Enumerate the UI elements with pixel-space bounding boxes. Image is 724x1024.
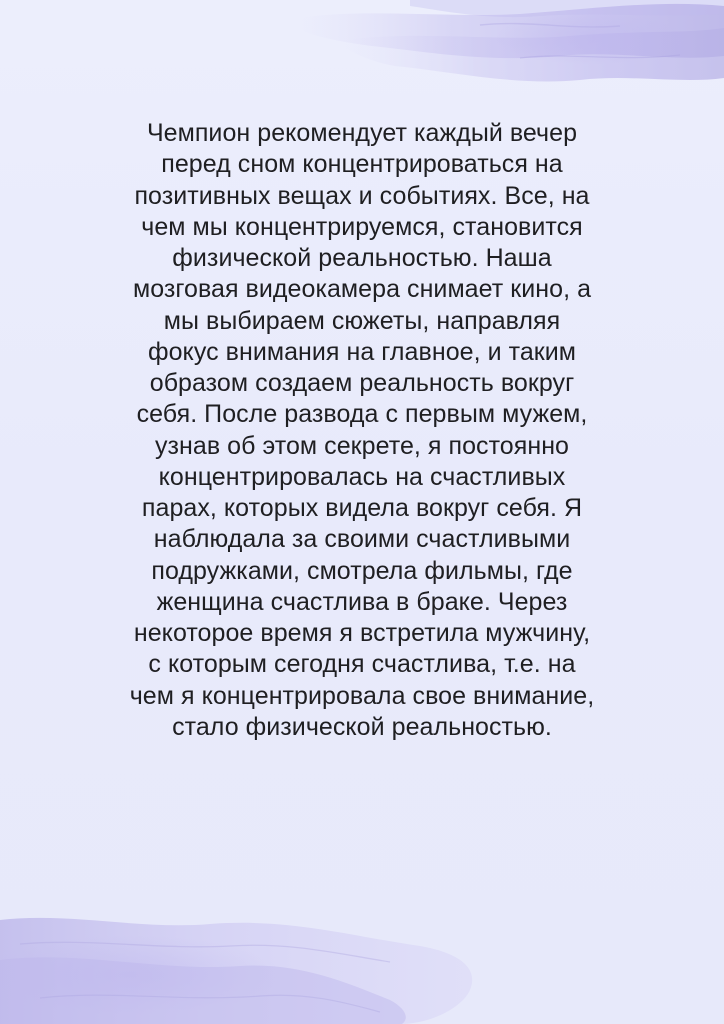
text-line: парах, которых видела вокруг себя. Я [141,494,583,522]
text-line: чем мы концентрируемся, становится [141,212,583,241]
top-wash [300,0,724,81]
text-line: образом создаем реальность вокруг [149,369,575,397]
text-line: фокус внимания на главное, и таким [147,337,577,366]
text-line: мозговая видеокамера снимает кино, а [132,275,592,304]
text-line: концентрировалась на счастливых [158,462,566,491]
text-line: чем я концентрировала свое внимание, [129,681,595,710]
text-line: физической реальностью. Наша [172,244,552,272]
text-line: Чемпион рекомендует каждый вечер [146,119,578,147]
text-line: стало физической реальностью. [172,712,552,741]
text-line: подружками, смотрела фильмы, где [151,556,573,585]
text-line: некоторое время я встретила мужчину, [133,619,591,647]
text-line: перед сном концентрироваться на [161,150,563,179]
text-line: с которым сегодня счастлива, т.е. на [148,650,576,679]
text-line: узнав об этом секрете, я постоянно [154,431,570,460]
text-line: позитивных вещах и событиях. Все, на [134,181,590,210]
bottom-wash [0,918,472,1024]
text-line: мы выбираем сюжеты, направляя [163,306,561,335]
body-text [92,118,632,743]
text-line: себя. После развода с первым мужем, [136,400,588,429]
text-line: наблюдала за своими счастливыми [153,525,571,554]
text-line: женщина счастлива в браке. Через [156,587,568,616]
